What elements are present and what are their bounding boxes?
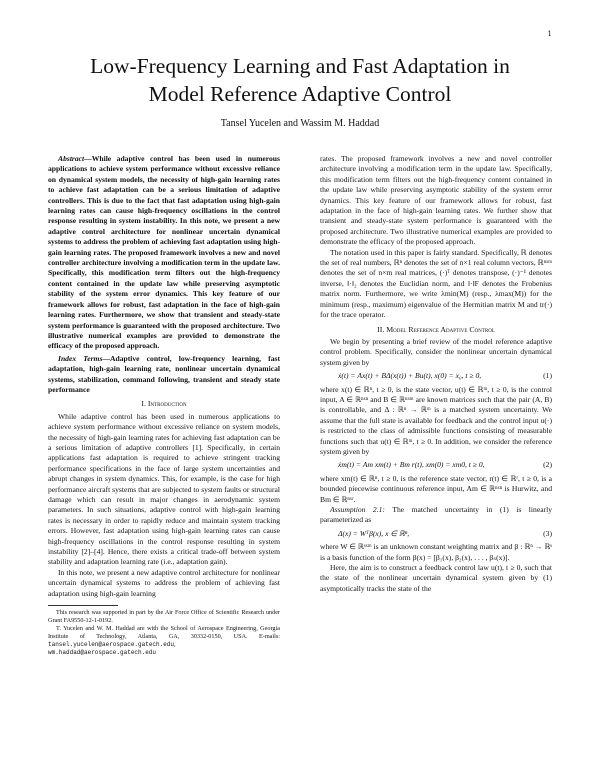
page-number: 1: [547, 30, 552, 38]
right-paragraph-1: rates. The proposed framework involves a new and novel controller architecture involving a modification term in the update law. Specifically, this modification term filters out the high-frequency content contained in the update law while preserving asymptotic stability of the system error dynamics. This key feature of our framework allows for robust, fast adaptation in the face of high-gain learning rates. We further show that transient and steady-state system performance is guaranteed with the proposed architecture. Two illustrative numerical examples are provided to demonstrate the efficacy of the proposed approach.: [320, 154, 552, 247]
intro-paragraph-1: While adaptive control has been used in numerous applications to achieve system performance without excessive reliance on system models, the necessity of high-gain learning rates for achieving fast adaptation can be a serious limitation of adaptive controllers [1]. Specifically, in certain applications fast adaptation is required to achieve stringent tracking performance specifications in the face of large system uncertainties and abrupt changes in system dynamics. This, for example, is the case for high performance aircraft systems that are subjected to system faults or structural damage which can result in major changes in aerodynamic system parameters. In such situations, adaptive control with high-gain learning rates is necessary in order to rapidly reduce and maintain system tracking errors. However, fast adaptation using high-gain learning rates can cause high-frequency oscillations in the control response resulting in system instability [2]–[4]. Hence, there exists a critical trade-off between system stability and adaptation learning rate (i.e., adaptation gain).: [48, 411, 280, 567]
abstract-lead: Abstract: [58, 154, 85, 163]
equation-3-number: (3): [543, 528, 552, 538]
control-aim-paragraph: Here, the aim is to construct a feedback control law u(t), t ≥ 0, such that the state of the nonlinear uncertain dynamical system given by (1) asymptotically tracks the state of the: [320, 563, 552, 593]
abstract-body: —While adaptive control has been used in numerous applications to achieve system performance without excessive reliance on dynamical system models, the necessity of high-gain learning rates to achieve fast adaptation can be a serious limitation of adaptive controllers. This is due to the fact that fast adaptation using high-gain learning rates can cause high-frequency oscillations in the control response resulting in system instability. In this note, we present a new adaptive control architecture for nonlinear uncertain dynamical systems to address the problem of achieving fast adaptation using high-gain learning rates. The proposed framework involves a new and novel controller architecture involving a modification term in the update law. Specifically, this modification term filters out the high-frequency content contained in the update law while preserving asymptotic stability of the system error dynamics. This key feature of our framework allows for robust, fast adaptation in the face of high-gain learning rates. Furthermore, we show that transient and steady-state system performance is guaranteed with the proposed architecture. Two illustrative numerical examples are provided to demonstrate the efficacy of the proposed approach.: [48, 154, 280, 351]
title-line-2: Model Reference Adaptive Control: [148, 82, 452, 106]
left-column: [48, 154, 280, 657]
equation-1: [320, 371, 552, 381]
weight-matrix-paragraph: where W ∈ ℝˢˣᵐ is an unknown constant weighting matrix and β : ℝⁿ → ℝˢ is a basis function of the form β(x) = [β₁(x), β₂(x), . . . , βₛ(x)].: [320, 542, 552, 562]
notation-paragraph: The notation used in this paper is fairly standard. Specifically, ℝ denotes the set of real numbers, ℝⁿ denotes the set of n×1 real column vectors, ℝⁿˣᵐ denotes the set of n×m real matrices, (·)ᵀ denotes transpose, (·)⁻¹ denotes inverse, ‖·‖₂ denotes the Euclidian norm, and ‖·‖F denotes the Frobenius matrix norm. Furthermore, we write λmin(M) (resp., λmax(M)) for the minimum (resp., maximum) eigenvalue of the Hermitian matrix M and tr(·) for the trace operator.: [320, 247, 552, 320]
system-description-paragraph: where x(t) ∈ ℝⁿ, t ≥ 0, is the state vector, u(t) ∈ ℝᵐ, t ≥ 0, is the control input, A ∈ ℝⁿˣⁿ and B ∈ ℝⁿˣᵐ are known matrices such that the pair (A, B) is controllable, and Δ : ℝⁿ → ℝᵐ is a matched system uncertainty. We assume that the full state is available for feedback and the control input u(·) is restricted to the class of admissible functions consisting of measurable functions such that u(t) ∈ ℝᵐ, t ≥ 0. In addition, we consider the reference system given by: [320, 384, 552, 456]
footnote-affiliation-text: T. Yucelen and W. M. Haddad are with the School of Aerospace Engineering, Georgia Institute of Technology, Atlanta, GA, 30332-0150, USA. E-mails:: [48, 625, 280, 641]
email-link-haddad[interactable]: wm.haddad@aerospace.gatech.edu: [48, 649, 157, 657]
abstract: [48, 154, 280, 352]
reference-system-paragraph: where xm(t) ∈ ℝⁿ, t ≥ 0, is the reference state vector, r(t) ∈ ℝʳ, t ≥ 0, is a bounded piecewise continuous reference input, Am ∈ ℝⁿˣⁿ is Hurwitz, and Bm ∈ ℝⁿˣʳ.: [320, 473, 552, 504]
footnote-funding: This research was supported in part by the Air Force Office of Scientific Research under Grant FA9550-12-1-0192.: [48, 609, 280, 625]
mrac-intro-paragraph: We begin by presenting a brief review of the model reference adaptive control problem. Specifically, consider the nonlinear uncertain dynamical system given by: [320, 336, 552, 367]
equation-3: [320, 529, 552, 539]
email-link-yucelen[interactable]: tansel.yucelen@aerospace.gatech.edu: [48, 641, 175, 649]
assumption-lead: Assumption 2.1:: [330, 505, 385, 514]
index-terms-body: —Adaptive control, low-frequency learning, fast adaptation, high-gain learning rate, nonlinear uncertain dynamical systems, stabilization, command following, transient and steady state performance: [48, 353, 280, 394]
assumption-2-1: [320, 505, 552, 526]
equation-1-body: ẋ(t) = Ax(t) + BΔ(x(t)) + Bu(t), x(0) = x₀, t ≥ 0,: [338, 371, 482, 381]
footnote-divider: [48, 605, 118, 606]
section-heading-mrac: II. Model Reference Adaptive Control: [377, 324, 495, 334]
index-terms-lead: Index Terms: [58, 353, 103, 363]
paper-title: [40, 52, 560, 108]
right-column: [320, 154, 552, 594]
equation-2-body: ẋm(t) = Am xm(t) + Bm r(t), xm(0) = xm0, t ≥ 0,: [338, 460, 485, 470]
title-line-1: Low-Frequency Learning and Fast Adaptation in: [90, 54, 510, 78]
authors: Tansel Yucelen and Wassim M. Haddad: [220, 118, 380, 129]
equation-1-number: (1): [543, 371, 552, 381]
index-terms: [48, 354, 280, 396]
section-heading-introduction: I. Introduction: [141, 399, 187, 409]
footnote-affiliation: T. Yucelen and W. M. Haddad are with the School of Aerospace Engineering, Georgia Institute of Technology, Atlanta, GA, 30332-0150, USA. E-mails: tansel.yucelen@aerospace.gatech.edu, wm.haddad@aerospace.gatech.edu: [48, 625, 280, 657]
equation-2-number: (2): [543, 460, 552, 470]
assumption-body: The matched uncertainty in (1) is linearly parameterized as: [320, 505, 552, 525]
intro-paragraph-2: In this note, we present a new adaptive control architecture for nonlinear uncertain dynamical systems to address the problem of achieving fast adaptation using high-gain learning: [48, 567, 280, 598]
equation-3-body: Δ(x) = Wᵀβ(x), x ∈ ℝⁿ,: [338, 528, 410, 538]
equation-2: [320, 460, 552, 470]
